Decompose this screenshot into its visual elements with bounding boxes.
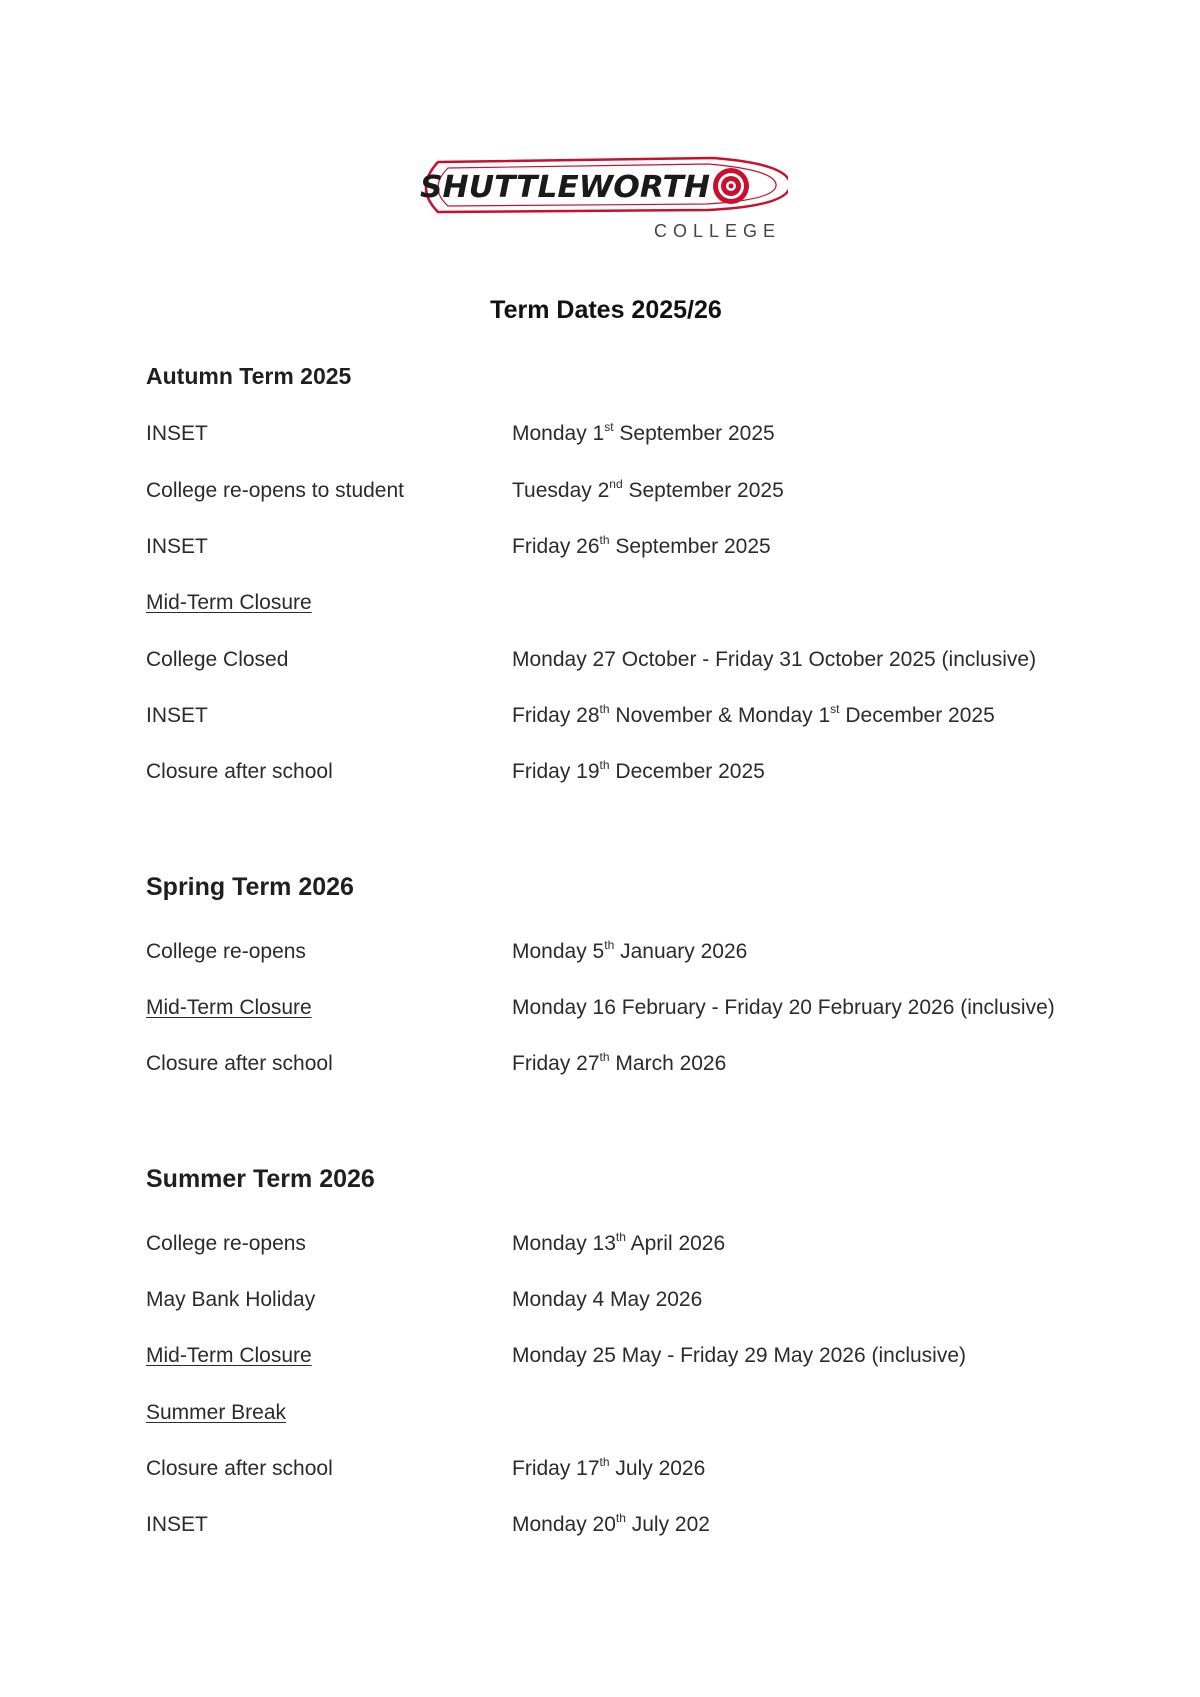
term-date-row	[146, 1401, 1146, 1431]
event-label: INSET	[146, 422, 208, 445]
term-date-row	[146, 535, 1146, 565]
event-label: College re-opens to student	[146, 479, 404, 502]
date-text: September 2025	[622, 479, 784, 502]
event-date	[512, 1052, 726, 1076]
event-label: Summer Break	[146, 1401, 287, 1424]
date-ordinal-suffix: th	[599, 533, 610, 547]
term-date-row	[146, 591, 1146, 621]
term-date-row	[146, 1288, 1146, 1318]
term-date-row	[146, 996, 1146, 1026]
event-label: Closure after school	[146, 1052, 333, 1075]
date-text: Friday 19	[512, 760, 600, 783]
date-text: Monday 27 October - Friday 31 October 2025 (inclusive)	[512, 648, 1037, 671]
logo-subtitle: COLLEGE	[654, 221, 782, 241]
date-ordinal-suffix: st	[830, 702, 840, 716]
event-label: College re-opens	[146, 1232, 306, 1255]
term-date-row	[146, 1052, 1146, 1082]
term-date-row	[146, 1232, 1146, 1262]
event-date	[512, 648, 1036, 672]
event-date	[512, 422, 775, 446]
event-label: Closure after school	[146, 1457, 333, 1480]
date-ordinal-suffix: st	[604, 420, 614, 434]
date-text: Monday 20	[512, 1513, 616, 1536]
date-ordinal-suffix: th	[599, 702, 610, 716]
event-date	[512, 1457, 705, 1481]
term-date-row	[146, 1513, 1146, 1543]
date-text: Friday 26	[512, 535, 600, 558]
term-date-row	[146, 704, 1146, 734]
date-text: January 2026	[614, 940, 748, 963]
section-heading-autumn: Autumn Term 2025	[146, 363, 352, 389]
page-title: Term Dates 2025/26	[490, 296, 722, 324]
date-text: Monday 13	[512, 1232, 616, 1255]
section-heading-summer: Summer Term 2026	[146, 1165, 375, 1193]
date-text: December 2025	[839, 704, 995, 727]
date-text: December 2025	[609, 760, 765, 783]
event-date	[512, 1232, 725, 1256]
date-text: Friday 27	[512, 1052, 600, 1075]
date-text: Monday 4 May 2026	[512, 1288, 703, 1311]
event-date	[512, 535, 771, 559]
date-text: Monday 1	[512, 422, 605, 445]
event-date	[512, 479, 784, 503]
logo-wordmark: SHUTTLEWORTH	[420, 170, 710, 205]
event-date	[512, 1288, 702, 1312]
event-label: INSET	[146, 535, 208, 558]
term-date-row	[146, 1344, 1146, 1374]
event-date	[512, 1344, 966, 1368]
event-label: Mid-Term Closure	[146, 591, 312, 614]
term-date-row	[146, 479, 1146, 509]
date-text: Tuesday 2	[512, 479, 610, 502]
event-label: Mid-Term Closure	[146, 1344, 312, 1367]
date-ordinal-suffix: th	[615, 1230, 626, 1244]
date-text: November & Monday 1	[609, 704, 831, 727]
date-text: September 2025	[613, 422, 775, 445]
date-text: September 2025	[609, 535, 771, 558]
event-date	[512, 940, 747, 964]
date-text: Monday 25 May - Friday 29 May 2026 (inclusive)	[512, 1344, 967, 1367]
date-ordinal-suffix: th	[604, 938, 615, 952]
term-date-row	[146, 422, 1146, 452]
term-date-row	[146, 940, 1146, 970]
event-date	[512, 704, 995, 728]
event-date	[512, 1513, 710, 1537]
event-date	[512, 760, 765, 784]
term-date-row	[146, 648, 1146, 678]
date-text: Friday 28	[512, 704, 600, 727]
event-label: College Closed	[146, 648, 289, 671]
date-text: April 2026	[625, 1232, 726, 1255]
event-label: INSET	[146, 1513, 208, 1536]
date-ordinal-suffix: th	[599, 1455, 610, 1469]
term-date-row	[146, 1457, 1146, 1487]
date-text: March 2026	[609, 1052, 727, 1075]
date-text: July 202	[625, 1513, 710, 1536]
event-label: College re-opens	[146, 940, 306, 963]
event-label: Mid-Term Closure	[146, 996, 312, 1019]
event-label: May Bank Holiday	[146, 1288, 316, 1311]
rose-emblem-icon	[713, 168, 749, 204]
college-logo	[408, 152, 788, 252]
event-date	[512, 996, 1055, 1020]
date-text: Friday 17	[512, 1457, 600, 1480]
event-label: INSET	[146, 704, 208, 727]
section-heading-spring: Spring Term 2026	[146, 873, 354, 901]
event-label: Closure after school	[146, 760, 333, 783]
date-ordinal-suffix: th	[615, 1511, 626, 1525]
date-text: Monday 16 February - Friday 20 February 2026 (inclusive)	[512, 996, 1055, 1019]
term-date-row	[146, 760, 1146, 790]
date-ordinal-suffix: th	[599, 1050, 610, 1064]
date-text: Monday 5	[512, 940, 605, 963]
date-text: July 2026	[609, 1457, 706, 1480]
date-ordinal-suffix: nd	[609, 477, 623, 491]
date-ordinal-suffix: th	[599, 758, 610, 772]
